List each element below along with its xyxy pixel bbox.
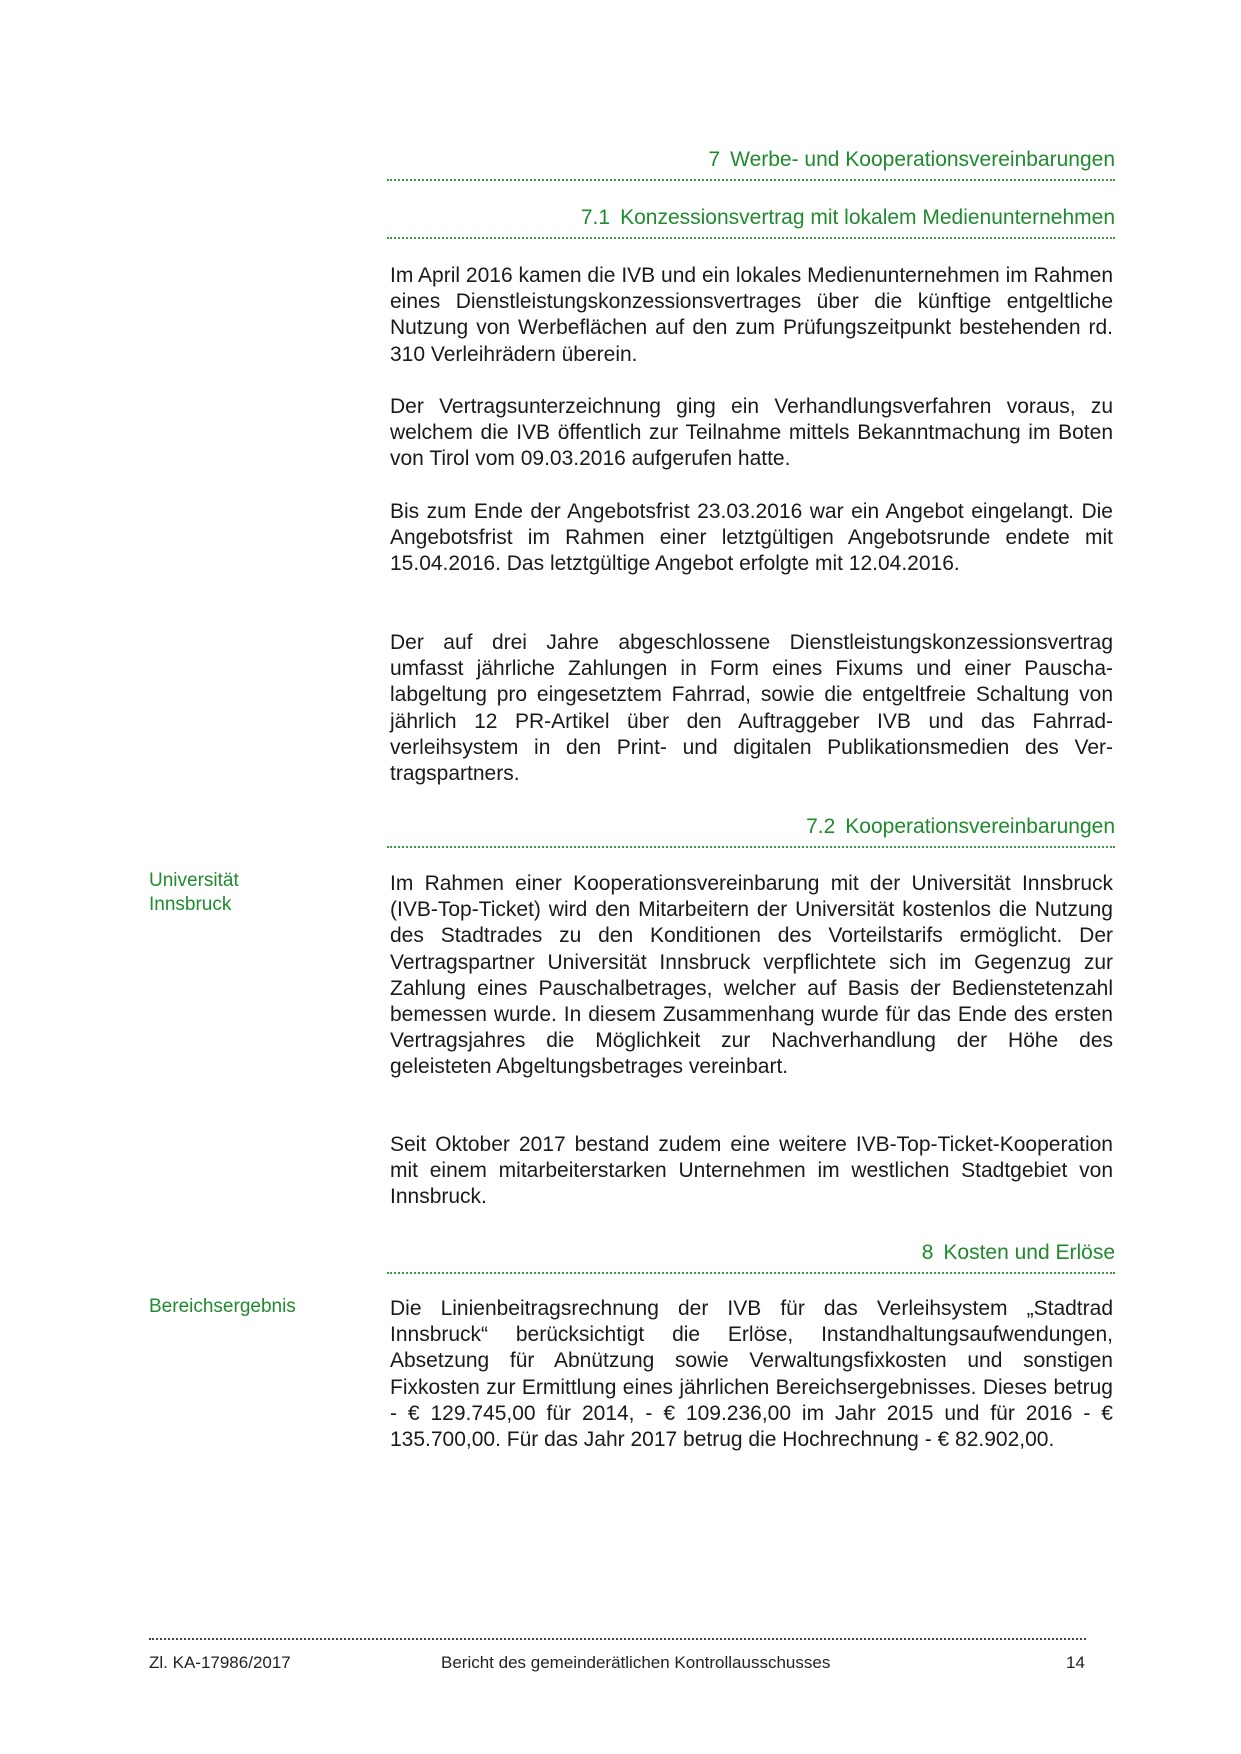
paragraph-segment-result: Die Linienbeitragsrechnung der IVB für das Verleihsystem „Stadtrad Innsbruck“ berücksichtigt die Erlöse, Instandhaltungsaufwendungen, Absetzung für Abnützung sowie Verwaltungsfixkosten und sonstigen Fixkosten zur Ermittlung eines jährlichen Bereichsergebnisses. Dieses betrug - € 129.745,00 für 2014, - € 109.236,00 im Jahr 2015 und für 2016 - € 135.700,00. Für das Jahr 2017 betrug die Hochrechnung - € 82.902,00. bbox=[390, 1297, 1113, 1452]
page-number: 14 bbox=[1066, 1653, 1085, 1672]
paragraph-negotiation-procedure: Der Vertragsunterzeichnung ging ein Verhandlungsverfahren voraus, zu welchem die IVB öffentlich zur Teilnahme mittels Bekanntmachung im Boten von Tirol vom 09.03.2016 aufgerufen hatte. bbox=[390, 395, 1113, 471]
footer-divider bbox=[149, 1638, 1086, 1640]
paragraph-offer-deadline: Bis zum Ende der Angebotsfrist 23.03.2016 war ein Angebot eingelangt. Die Angebotsfrist im Rahmen einer letztgültigen Angebotsrunde endete mit 15.04.2016. Das letztgültige Angebot erfolgte mit 12.04.2016. bbox=[390, 500, 1113, 576]
margin-note-universitaet bbox=[149, 869, 369, 917]
section-number: 7.2 bbox=[806, 815, 836, 838]
section-7-2-heading bbox=[387, 814, 1115, 848]
section-title: Werbe- und Kooperationsvereinbarungen bbox=[730, 148, 1115, 171]
section-number: 8 bbox=[921, 1241, 934, 1264]
margin-note-line: Universität bbox=[149, 870, 239, 891]
paragraph-top-ticket-cooperation: Seit Oktober 2017 bestand zudem eine weitere IVB-Top-Ticket-Kooperation mit einem mitarbeiterstarken Unternehmen im westlichen Stadtgebiet von Innsbruck. bbox=[390, 1133, 1113, 1209]
section-title: Kooperationsvereinbarungen bbox=[845, 815, 1115, 838]
section-title: Konzessionsvertrag mit lokalem Medienunternehmen bbox=[620, 206, 1115, 229]
paragraph-concession-agreement: Im April 2016 kamen die IVB und ein lokales Medienunternehmen im Rahmen eines Dienstleistungskonzessionsvertrages über die künftige entgeltliche Nutzung von Werbeflächen auf den zum Prüfungszeitpunkt bestehenden rd. 310 Verleihrädern überein. bbox=[390, 264, 1113, 366]
footer-reference: Zl. KA-17986/2017 bbox=[149, 1653, 291, 1672]
section-8-heading bbox=[387, 1240, 1115, 1274]
margin-note-bereichsergebnis: Bereichsergebnis bbox=[149, 1296, 296, 1317]
paragraph-university-cooperation: Im Rahmen einer Kooperationsvereinbarung mit der Universität Innsbruck (IVB-Top-Ticket) wird den Mitarbeitern der Universität kostenlos die Nutzung des Stadtrades zu den Konditionen des Vorteilstarifs ermöglicht. Der Vertragspartner Universität Innsbruck verpflichtete sich im Gegenzug zur Zahlung eines Pauschalbetrages, welcher auf Basis der Bedienstetenzahl bemessen wurde. In diesem Zusammenhang wurde für das Ende des ersten Vertragsjahres die Möglichkeit zur Nachverhandlung der Höhe des geleisteten Abgeltungsbetrages vereinbart. bbox=[390, 872, 1113, 1079]
margin-note-line: Innsbruck bbox=[149, 894, 232, 915]
footer-report-title: Bericht des gemeinderätlichen Kontrollausschusses bbox=[441, 1653, 831, 1672]
section-title: Kosten und Erlöse bbox=[943, 1241, 1115, 1264]
section-number: 7 bbox=[708, 148, 721, 171]
section-number: 7.1 bbox=[580, 206, 611, 229]
section-7-1-heading bbox=[387, 205, 1115, 239]
section-7-heading bbox=[387, 147, 1115, 181]
paragraph-contract-terms: Der auf drei Jahre abgeschlossene Dienstleistungskonzessionsvertrag umfasst jährliche Zahlungen in Form eines Fixums und einer Pauschalabgeltung pro eingesetztem Fahrrad, sowie die entgeltfreie Schaltung von jährlich 12 PR-Artikel über den Auftraggeber IVB und das Fahrradverleihsystem in den Print- und digitalen Publikationsmedien des Vertragspartners. bbox=[390, 631, 1113, 786]
